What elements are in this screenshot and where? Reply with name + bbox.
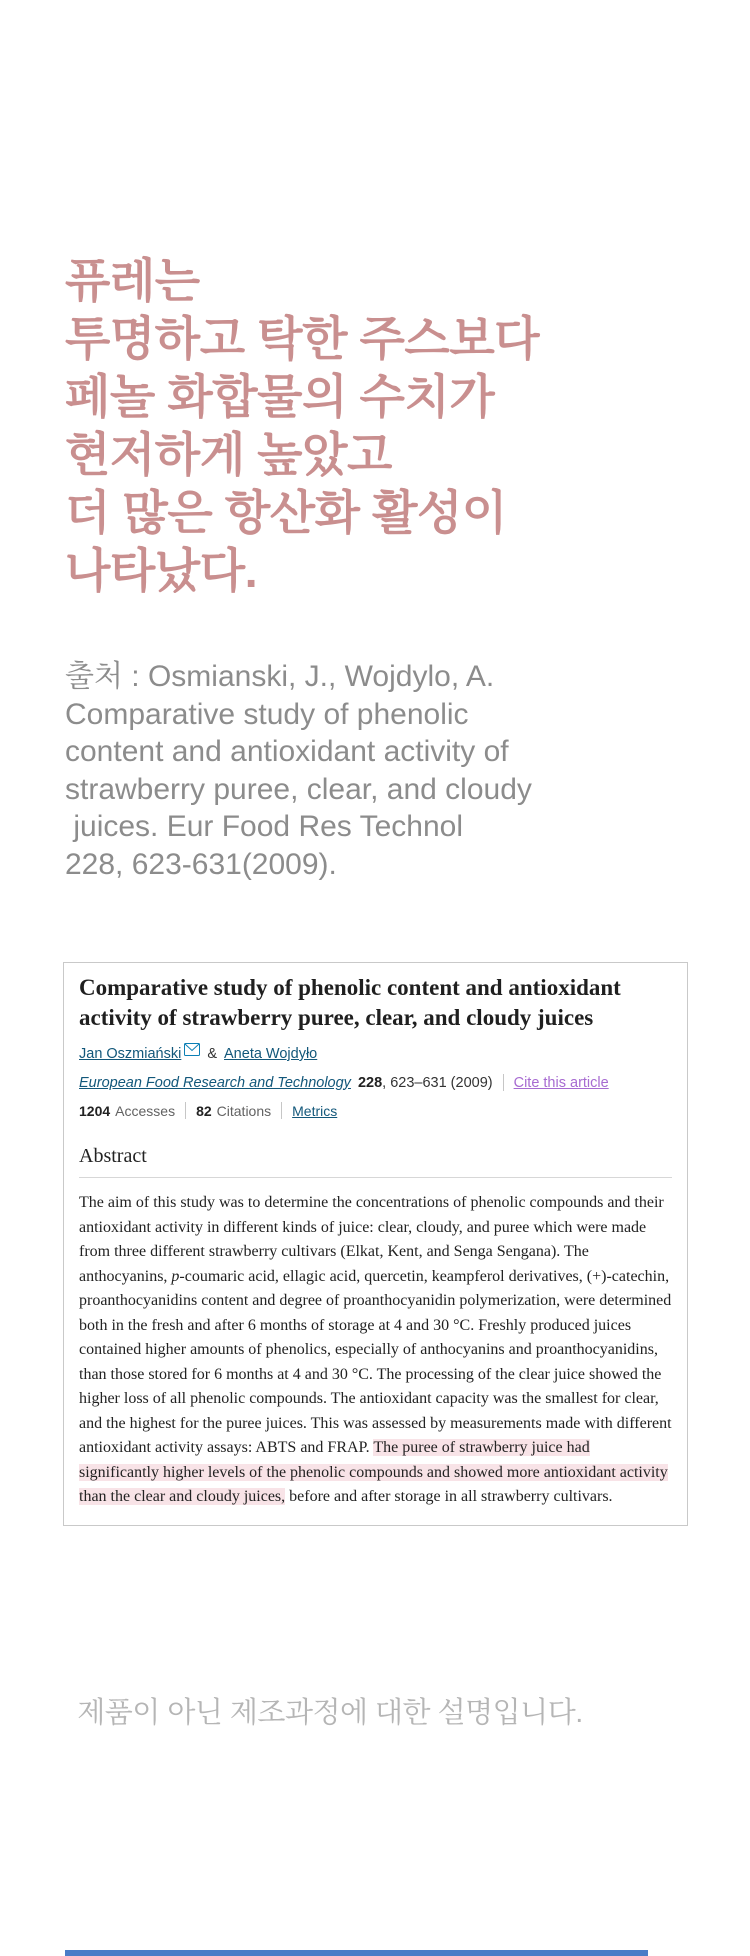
journal-pages: , 623–631 (2009) <box>382 1074 493 1091</box>
citations-count: 82 <box>196 1102 212 1119</box>
citations-label: Citations <box>216 1102 272 1119</box>
author-link-aneta-wojdylo[interactable]: Aneta Wojdyło <box>224 1046 318 1062</box>
source-citation <box>65 658 532 883</box>
headline-line: 퓨레는 <box>65 254 200 307</box>
citation-line: strawberry puree, clear, and cloudy <box>65 772 532 806</box>
cite-this-article-link[interactable]: Cite this article <box>513 1074 609 1091</box>
abstract-heading: Abstract <box>79 1145 147 1167</box>
vertical-divider <box>185 1102 186 1119</box>
abstract-italic-p: p <box>171 1267 180 1285</box>
authors-separator: & <box>207 1046 218 1062</box>
abstract-text <box>79 1191 672 1510</box>
vertical-divider <box>503 1074 504 1091</box>
journal-row <box>79 1074 672 1091</box>
metrics-link[interactable]: Metrics <box>292 1102 338 1119</box>
journal-volume: 228 <box>357 1074 383 1091</box>
journal-link[interactable]: European Food Research and Technology <box>79 1074 351 1091</box>
headline-line: 투명하고 탁한 주스보다 <box>65 312 540 365</box>
metrics-row <box>79 1102 672 1119</box>
section-divider-line <box>79 1177 672 1178</box>
cropped-next-image-edge <box>65 1950 648 1956</box>
accesses-count: 1204 <box>79 1102 111 1119</box>
headline-line: 페놀 화합물의 수치가 <box>65 370 495 423</box>
headline <box>65 252 539 600</box>
abstract-segment: before and after storage in all strawberry cultivars. <box>285 1488 613 1505</box>
highlighted-sentence: The puree of strawberry juice had significantly higher levels of the phenolic compounds and showed more antioxidant activity than the clear and cloudy juices, <box>79 1439 668 1505</box>
abstract-segment: -coumaric acid, ellagic acid, quercetin, keampferol derivatives, (+)-catechin, proanthocyanidins content and degree of proanthocyanidin polymerization, were determined both in the fresh and after 6 months of storage at 4 and 30 °C. Freshly produced juices contained higher amounts of phenolics, especially of anthocyanins and proanthocyanidins, than those stored for 6 months at 4 and 30 °C. The processing of the clear juice showed the higher loss of all phenolic compounds. The antioxidant capacity was the smallest for clear, and the highest for the puree juices. This was assessed by measurements made with different antioxidant activity assays: ABTS and FRAP. <box>79 1267 672 1456</box>
citation-line: juices. Eur Food Res Technol <box>65 810 463 843</box>
headline-line: 더 많은 항산화 활성이 <box>65 486 507 539</box>
disclaimer-note: 제품이 아닌 제조과정에 대한 설명입니다. <box>77 1697 583 1729</box>
envelope-icon[interactable] <box>184 1043 200 1056</box>
citation-line: 출처 : Osmianski, J., Wojdylo, A. <box>65 660 495 693</box>
article-title: Comparative study of phenolic content and antioxidant activity of strawberry puree, clear, and cloudy juices <box>79 975 621 1030</box>
author-link-jan-oszmianski[interactable]: Jan Oszmiański <box>79 1046 182 1062</box>
citation-line: Comparative study of phenolic <box>65 697 469 731</box>
citation-line: 228, 623-631(2009). <box>65 847 337 881</box>
article-card <box>63 962 688 1526</box>
citation-line: content and antioxidant activity of <box>65 735 509 768</box>
vertical-divider <box>281 1102 282 1119</box>
headline-line: 현저하게 높았고 <box>65 428 392 481</box>
headline-line: 나타났다. <box>65 544 258 597</box>
abstract-segment: The aim of this study was to determine the concentrations of phenolic compounds and their antioxidant activity in different kinds of juice: clear, cloudy, and puree which were made from three different strawberry cultivars (Elkat, Kent, and Senga Sengana). The anthocyanins, <box>79 1194 664 1285</box>
accesses-label: Accesses <box>115 1102 176 1119</box>
authors-row <box>79 1046 672 1062</box>
